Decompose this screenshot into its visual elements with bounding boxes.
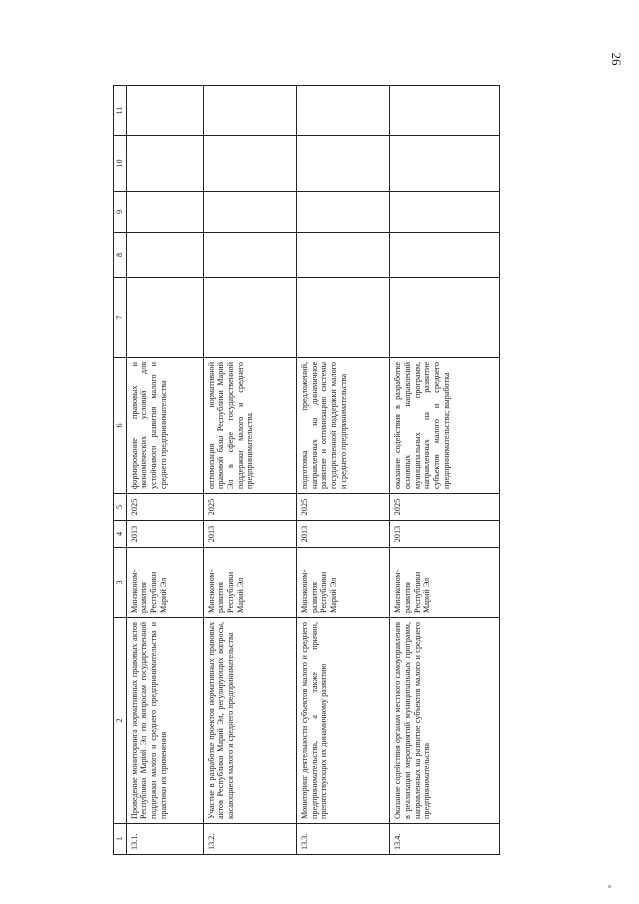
empty-cell <box>297 192 390 233</box>
header-col-3: 3 <box>114 548 127 618</box>
page-number: 26 <box>609 52 624 66</box>
result-cell: подготовка предложений, направленных на динамичное развитие и оптимизацию системы государственной поддержки малого и среднего предпринимательства <box>297 358 390 494</box>
start-year-cell: 2013 <box>203 521 296 548</box>
table-row <box>203 86 296 855</box>
activity-cell: Проведение мониторинга нормативных правовых актов Республики Марий Эл по вопросам государственной поддержки малого и среднего предпринимательства и практики их применения <box>126 618 203 824</box>
empty-cell <box>390 192 500 233</box>
empty-cell <box>390 86 500 136</box>
executor-cell: Минэкономразвития Республики Марий Эл <box>126 548 203 618</box>
activity-cell: Оказание содействия органам местного самоуправления в реализации мероприятий муниципальных программ, направленных на развитие субъектов малого и среднего предпринимательства <box>390 618 500 824</box>
header-col-5: 5 <box>114 494 127 521</box>
empty-cell <box>390 136 500 192</box>
result-cell: оказание содействия в разработке основных направлений муниципальных программ, направленных на развитие субъектов малого и среднего предпринимательства; выработка <box>390 358 500 494</box>
row-number: 13.1. <box>126 824 203 855</box>
start-year-cell: 2013 <box>297 521 390 548</box>
row-number: 13.2. <box>203 824 296 855</box>
start-year-cell: 2013 <box>390 521 500 548</box>
header-col-4: 4 <box>114 521 127 548</box>
table-row <box>126 86 203 855</box>
row-number: 13.3. <box>297 824 390 855</box>
result-cell: формирование правовых и экономических условий для устойчивого развития малого и среднего предпринимательства <box>126 358 203 494</box>
empty-cell <box>297 136 390 192</box>
header-row <box>114 86 127 855</box>
scan-speck <box>608 885 611 888</box>
empty-cell <box>126 278 203 358</box>
activity-cell: Участие в разработке проектов нормативных правовых актов Республики Марий Эл, регулирующих вопросы, касающиеся малого и среднего предпринимательства <box>203 618 296 824</box>
empty-cell <box>126 192 203 233</box>
header-col-11: 11 <box>114 86 127 136</box>
end-year-cell: 2025 <box>203 494 296 521</box>
end-year-cell: 2025 <box>126 494 203 521</box>
empty-cell <box>126 136 203 192</box>
empty-cell <box>203 192 296 233</box>
empty-cell <box>203 278 296 358</box>
empty-cell <box>297 86 390 136</box>
header-col-1: 1 <box>114 824 127 855</box>
header-col-9: 9 <box>114 192 127 233</box>
header-col-7: 7 <box>114 278 127 358</box>
row-number: 13.4. <box>390 824 500 855</box>
empty-cell <box>390 278 500 358</box>
executor-cell: Минэкономразвития Республики Марий Эл <box>203 548 296 618</box>
table-row <box>297 86 390 855</box>
empty-cell <box>297 278 390 358</box>
result-cell: оптимизация нормативной правовой базы Республики Марий Эл в сфере государственной поддержки малого и среднего предпринимательства <box>203 358 296 494</box>
header-col-6: 6 <box>114 358 127 494</box>
header-col-2: 2 <box>114 618 127 824</box>
executor-cell: Минэкономразвития Республики Марий Эл <box>297 548 390 618</box>
measures-table <box>113 85 500 855</box>
executor-cell: Минэкономразвития Республики Марий Эл <box>390 548 500 618</box>
empty-cell <box>203 136 296 192</box>
header-col-8: 8 <box>114 233 127 278</box>
empty-cell <box>297 233 390 278</box>
empty-cell <box>203 233 296 278</box>
empty-cell <box>390 233 500 278</box>
table-row <box>390 86 500 855</box>
end-year-cell: 2025 <box>390 494 500 521</box>
activity-cell: Мониторинг деятельности субъектов малого и среднего предпринимательства, а также причин, препятствующих их динамичному развитию <box>297 618 390 824</box>
empty-cell <box>126 233 203 278</box>
rotated-table-container <box>113 86 500 855</box>
empty-cell <box>126 86 203 136</box>
start-year-cell: 2013 <box>126 521 203 548</box>
empty-cell <box>203 86 296 136</box>
header-col-10: 10 <box>114 136 127 192</box>
end-year-cell: 2025 <box>297 494 390 521</box>
